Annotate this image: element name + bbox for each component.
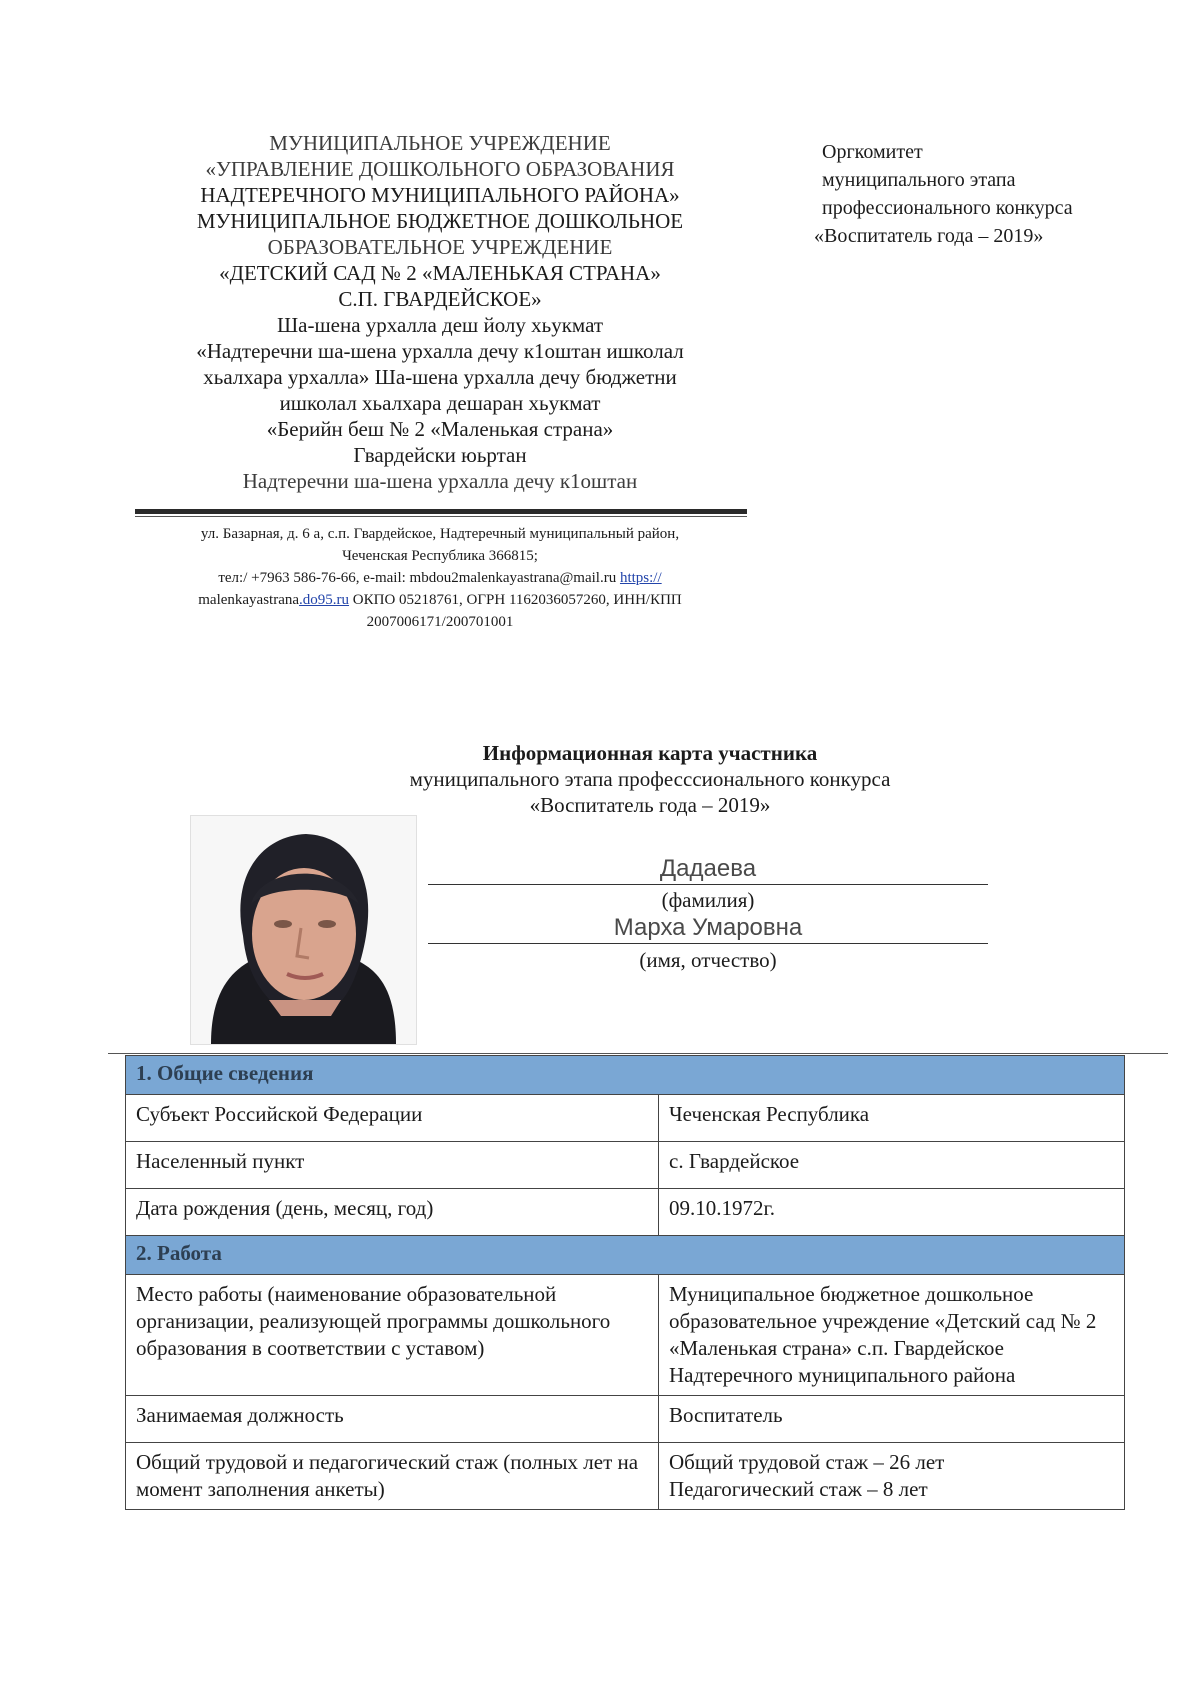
section-row <box>126 1236 1125 1275</box>
title-contest: «Воспитатель года – 2019» <box>529 793 771 817</box>
field-value: Воспитатель <box>659 1396 1125 1443</box>
header-line: ишколал хьалхара дешаран хьукмат <box>279 391 601 415</box>
header-line: хьалхара урхалла» Ша-шена урхалла дечу бюджетни <box>203 365 677 389</box>
header-line: «ДЕТСКИЙ САД № 2 «МАЛЕНЬКАЯ СТРАНА» <box>219 261 661 285</box>
teaching-experience: Педагогический стаж – 8 лет <box>669 1477 928 1501</box>
header-line: «Надтеречни ша-шена урхалла дечу к1оштан ишколал <box>196 339 684 363</box>
header-divider <box>135 509 747 514</box>
surname-caption: (фамилия) <box>661 888 755 912</box>
website-text: malenkayastrana <box>198 592 300 608</box>
portrait-image <box>191 816 416 1044</box>
name-value: Марха Умаровна <box>613 914 803 941</box>
contact-line <box>140 567 740 589</box>
field-value <box>659 1443 1125 1510</box>
section-header-work: 2. Работа <box>126 1236 1125 1275</box>
website-link-domain[interactable]: .do95.ru <box>299 592 350 608</box>
document-title <box>340 740 960 818</box>
field-value: 09.10.1972г. <box>659 1189 1125 1236</box>
recipient-line: профессионального конкурса <box>822 197 1073 219</box>
address-line: ул. Базарная, д. 6 а, с.п. Гвардейское, Надтеречный муниципальный район, <box>200 526 680 542</box>
recipient-line: Оргкомитет <box>822 141 923 163</box>
name-underline <box>428 943 988 944</box>
header-line: «УПРАВЛЕНИЕ ДОШКОЛЬНОГО ОБРАЗОВАНИЯ <box>205 157 675 181</box>
field-value: Чеченская Республика <box>659 1095 1125 1142</box>
field-label: Занимаемая должность <box>126 1396 659 1443</box>
header-line: «Берийн беш № 2 «Маленькая страна» <box>266 417 614 441</box>
table-row <box>126 1443 1125 1510</box>
table-row <box>126 1142 1125 1189</box>
total-experience: Общий трудовой стаж – 26 лет <box>669 1450 945 1474</box>
field-value: с. Гвардейское <box>659 1142 1125 1189</box>
title-sub: муниципального этапа професссионального конкурса <box>409 767 891 791</box>
header-divider-thin <box>135 516 747 517</box>
field-label: Дата рождения (день, месяц, год) <box>126 1189 659 1236</box>
field-label: Место работы (наименование образовательной организации, реализующей программы дошкольного образования в соответствии с уставом) <box>126 1275 659 1396</box>
table-row <box>126 1275 1125 1396</box>
section-row <box>126 1056 1125 1095</box>
header-line: С.П. ГВАРДЕЙСКОЕ» <box>338 287 542 311</box>
header-line: МУНИЦИПАЛЬНОЕ УЧРЕЖДЕНИЕ <box>269 131 611 155</box>
info-table <box>125 1055 1125 1510</box>
name-caption: (имя, отчество) <box>639 948 777 972</box>
table-row <box>126 1095 1125 1142</box>
field-label: Общий трудовой и педагогический стаж (полных лет на момент заполнения анкеты) <box>126 1443 659 1510</box>
website-link[interactable]: https:// <box>619 570 662 586</box>
registry-codes: ОКПО 05218761, ОГРН 1162036057260, ИНН/КПП <box>349 592 682 608</box>
recipient-line: «Воспитатель года – 2019» <box>814 225 1044 247</box>
contact-details <box>140 523 740 633</box>
header-line: НАДТЕРЕЧНОГО МУНИЦИПАЛЬНОГО РАЙОНА» <box>200 183 680 207</box>
field-label: Населенный пункт <box>126 1142 659 1189</box>
phone-email-text: тел:/ +7963 586-76-66, e-mail: mbdou2malenkayastrana@mail.ru <box>218 570 617 586</box>
surname-underline <box>428 884 988 885</box>
participant-photo <box>190 815 417 1045</box>
header-line: ОБРАЗОВАТЕЛЬНОЕ УЧРЕЖДЕНИЕ <box>267 235 613 259</box>
header-line: МУНИЦИПАЛЬНОЕ БЮДЖЕТНОЕ ДОШКОЛЬНОЕ <box>196 209 684 233</box>
surname-value: Дадаева <box>659 855 757 882</box>
table-row <box>126 1396 1125 1443</box>
header-line: Надтеречни ша-шена урхалла дечу к1оштан <box>242 469 638 493</box>
header-line: Гвардейски юьртан <box>353 443 527 467</box>
table-row <box>126 1189 1125 1236</box>
recipient-line: муниципального этапа <box>822 169 1016 191</box>
codes-line <box>140 589 740 611</box>
field-label: Субъект Российской Федерации <box>126 1095 659 1142</box>
recipient-block <box>814 138 1152 250</box>
title-main: Информационная карта участника <box>482 741 818 765</box>
address-line: Чеченская Республика 366815; <box>342 548 538 564</box>
organization-header <box>140 130 740 494</box>
section-header-general: 1. Общие сведения <box>126 1056 1125 1095</box>
table-top-rule <box>108 1053 1168 1054</box>
tax-codes: 2007006171/200701001 <box>366 614 514 630</box>
field-value: Муниципальное бюджетное дошкольное образовательное учреждение «Детский сад № 2 «Маленькая страна» с.п. Гвардейское Надтеречного муниципального района <box>659 1275 1125 1396</box>
header-line: Ша-шена урхалла деш йолу хьукмат <box>276 313 604 337</box>
